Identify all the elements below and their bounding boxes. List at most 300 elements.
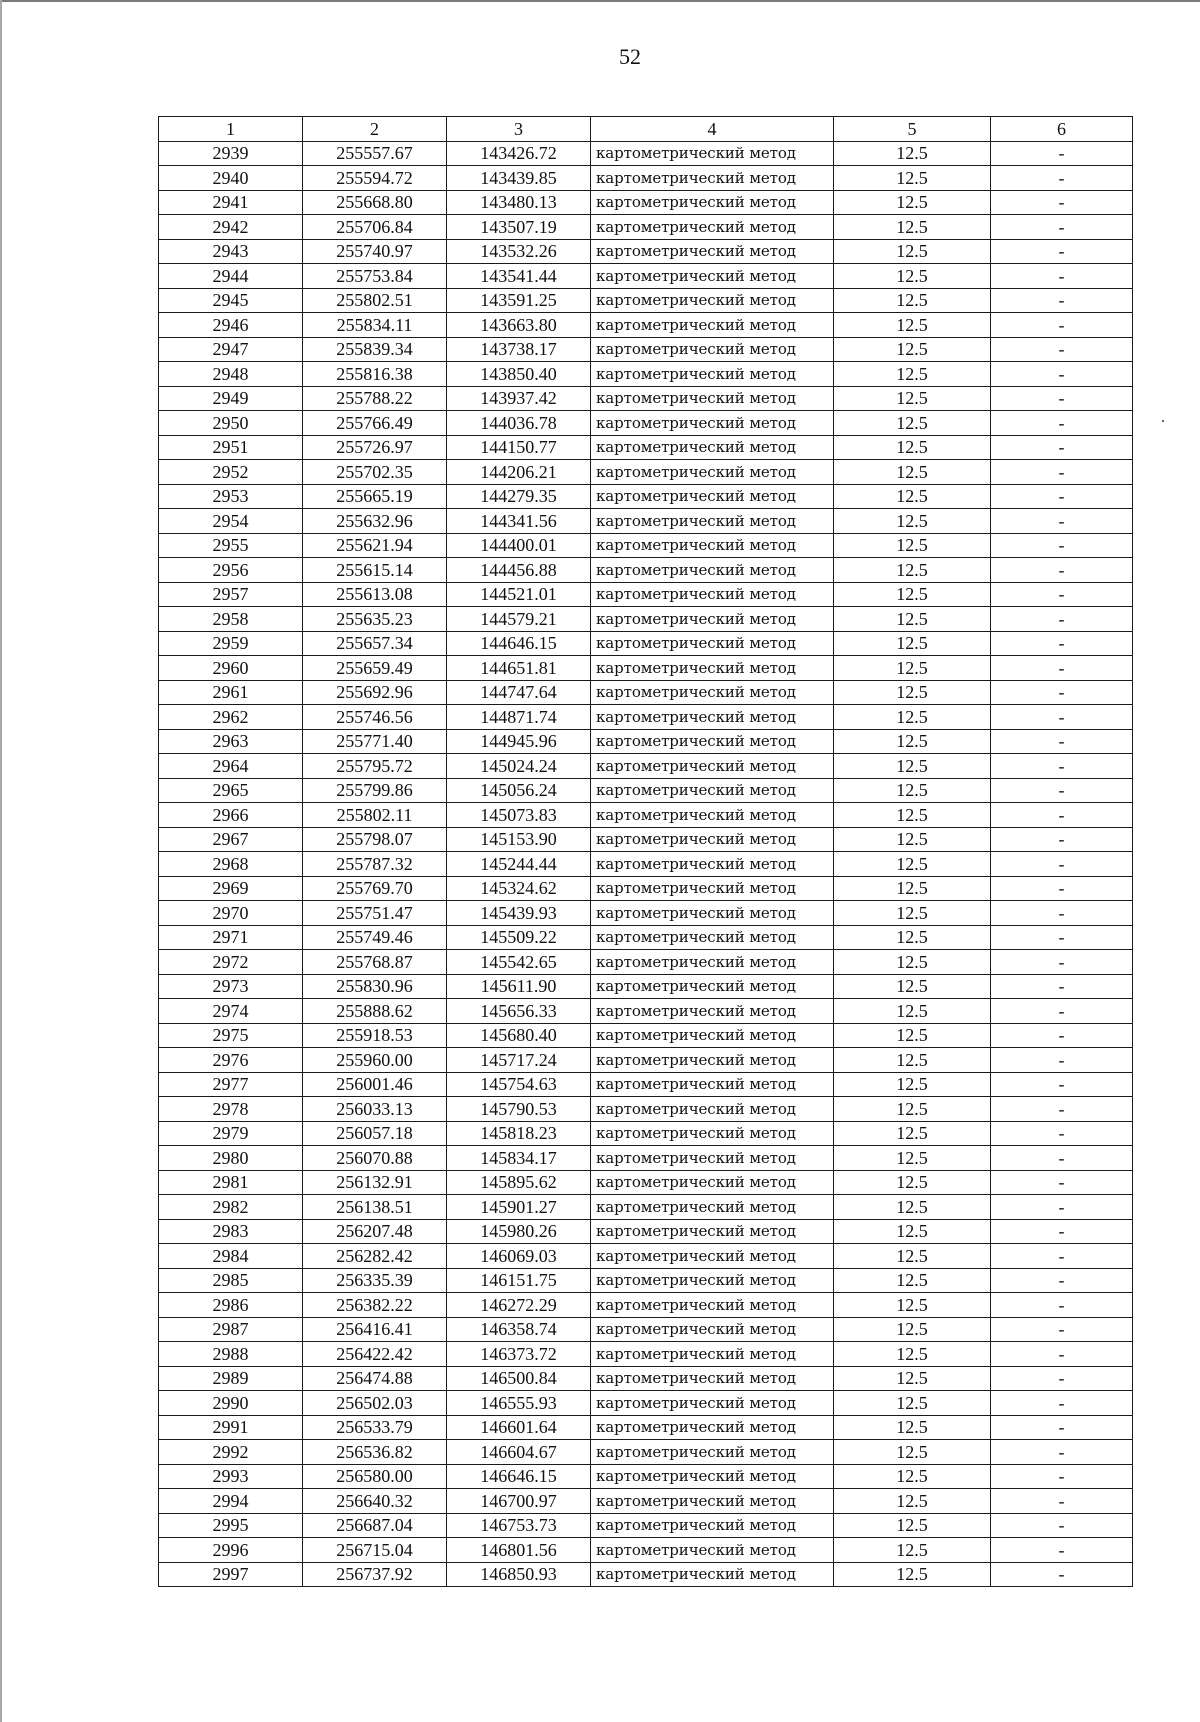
- table-cell-col-6: -: [991, 876, 1133, 901]
- table-cell-col-3: 146646.15: [447, 1464, 591, 1489]
- table-cell-col-2: 255834.11: [303, 313, 447, 338]
- table-cell-col-6: -: [991, 582, 1133, 607]
- table-cell-col-3: 146272.29: [447, 1293, 591, 1318]
- table-cell-col-3: 145024.24: [447, 754, 591, 779]
- table-cell-col-5: 12.5: [834, 950, 991, 975]
- table-cell-col-5: 12.5: [834, 533, 991, 558]
- table-cell-col-2: 256132.91: [303, 1170, 447, 1195]
- table-cell-col-4: картометрический метод: [591, 484, 834, 509]
- table-cell-col-5: 12.5: [834, 411, 991, 436]
- table-cell-col-6: -: [991, 411, 1133, 436]
- table-cell-col-6: -: [991, 1293, 1133, 1318]
- table-cell-col-5: 12.5: [834, 1293, 991, 1318]
- table-cell-col-3: 146604.67: [447, 1440, 591, 1465]
- table-cell-col-1: 2973: [159, 974, 303, 999]
- table-cell-col-2: 255635.23: [303, 607, 447, 632]
- table-cell-col-5: 12.5: [834, 166, 991, 191]
- table-cell-col-5: 12.5: [834, 705, 991, 730]
- table-cell-col-2: 255918.53: [303, 1023, 447, 1048]
- table-cell-col-3: 144150.77: [447, 435, 591, 460]
- table-cell-col-6: -: [991, 803, 1133, 828]
- table-cell-col-2: 255888.62: [303, 999, 447, 1024]
- table-cell-col-6: -: [991, 239, 1133, 264]
- page-number: 52: [619, 44, 641, 69]
- table-cell-col-1: 2993: [159, 1464, 303, 1489]
- table-cell-col-4: картометрический метод: [591, 558, 834, 583]
- table-cell-col-1: 2972: [159, 950, 303, 975]
- table-cell-col-1: 2996: [159, 1538, 303, 1563]
- table-cell-col-1: 2971: [159, 925, 303, 950]
- table-cell-col-5: 12.5: [834, 974, 991, 999]
- table-cell-col-5: 12.5: [834, 1195, 991, 1220]
- table-cell-col-1: 2959: [159, 631, 303, 656]
- table-cell-col-1: 2966: [159, 803, 303, 828]
- table-cell-col-5: 12.5: [834, 1219, 991, 1244]
- table-row: [159, 141, 1133, 166]
- table-cell-col-4: картометрический метод: [591, 1317, 834, 1342]
- scan-edge-left: [0, 0, 2, 1722]
- table-cell-col-3: 143426.72: [447, 141, 591, 166]
- table-cell-col-3: 143738.17: [447, 337, 591, 362]
- table-row: [159, 411, 1133, 436]
- table-cell-col-4: картометрический метод: [591, 460, 834, 485]
- table-cell-col-2: 255594.72: [303, 166, 447, 191]
- table-cell-col-3: 144945.96: [447, 729, 591, 754]
- table-cell-col-4: картометрический метод: [591, 901, 834, 926]
- table-cell-col-4: картометрический метод: [591, 141, 834, 166]
- table-row: [159, 705, 1133, 730]
- table-cell-col-1: 2976: [159, 1048, 303, 1073]
- table-cell-col-1: 2944: [159, 264, 303, 289]
- table-cell-col-6: -: [991, 435, 1133, 460]
- table-row: [159, 1489, 1133, 1514]
- table-cell-col-3: 146700.97: [447, 1489, 591, 1514]
- table-cell-col-2: 255659.49: [303, 656, 447, 681]
- table-cell-col-2: 256033.13: [303, 1097, 447, 1122]
- table-row: [159, 239, 1133, 264]
- table-cell-col-4: картометрический метод: [591, 1121, 834, 1146]
- table-cell-col-2: 255766.49: [303, 411, 447, 436]
- table-cell-col-1: 2977: [159, 1072, 303, 1097]
- table-cell-col-6: -: [991, 778, 1133, 803]
- table-cell-col-6: -: [991, 1244, 1133, 1269]
- table-row: [159, 1219, 1133, 1244]
- table-row: [159, 852, 1133, 877]
- table-cell-col-3: 144747.64: [447, 680, 591, 705]
- table-cell-col-6: -: [991, 460, 1133, 485]
- table-body: [159, 141, 1133, 1587]
- table-row: [159, 1195, 1133, 1220]
- table-cell-col-3: 145439.93: [447, 901, 591, 926]
- table-cell-col-2: 256001.46: [303, 1072, 447, 1097]
- table-cell-col-6: -: [991, 337, 1133, 362]
- table-cell-col-3: 143937.42: [447, 386, 591, 411]
- table-cell-col-6: -: [991, 484, 1133, 509]
- table-cell-col-4: картометрический метод: [591, 680, 834, 705]
- table-row: [159, 1048, 1133, 1073]
- table-cell-col-5: 12.5: [834, 288, 991, 313]
- table-row: [159, 1317, 1133, 1342]
- table-cell-col-5: 12.5: [834, 313, 991, 338]
- table-cell-col-1: 2969: [159, 876, 303, 901]
- table-cell-col-2: 255816.38: [303, 362, 447, 387]
- table-cell-col-5: 12.5: [834, 484, 991, 509]
- table-cell-col-4: картометрический метод: [591, 288, 834, 313]
- table-cell-col-2: 256474.88: [303, 1366, 447, 1391]
- table-cell-col-3: 143480.13: [447, 190, 591, 215]
- table-row: [159, 1170, 1133, 1195]
- table-cell-col-5: 12.5: [834, 558, 991, 583]
- table-cell-col-3: 146850.93: [447, 1562, 591, 1587]
- table-cell-col-4: картометрический метод: [591, 509, 834, 534]
- table-cell-col-5: 12.5: [834, 631, 991, 656]
- table-cell-col-3: 145834.17: [447, 1146, 591, 1171]
- table-cell-col-4: картометрический метод: [591, 239, 834, 264]
- coordinates-table: [158, 116, 1133, 1587]
- table-row: [159, 1023, 1133, 1048]
- table-cell-col-5: 12.5: [834, 1415, 991, 1440]
- table-row: [159, 680, 1133, 705]
- table-cell-col-6: -: [991, 680, 1133, 705]
- table-cell-col-6: -: [991, 974, 1133, 999]
- table-cell-col-6: -: [991, 1440, 1133, 1465]
- table-cell-col-5: 12.5: [834, 460, 991, 485]
- table-cell-col-1: 2956: [159, 558, 303, 583]
- table-cell-col-1: 2952: [159, 460, 303, 485]
- table-cell-col-4: картометрический метод: [591, 215, 834, 240]
- table-row: [159, 1440, 1133, 1465]
- table-cell-col-2: 256335.39: [303, 1268, 447, 1293]
- table-cell-col-1: 2974: [159, 999, 303, 1024]
- table-cell-col-6: -: [991, 1342, 1133, 1367]
- table-cell-col-5: 12.5: [834, 1513, 991, 1538]
- table-cell-col-4: картометрический метод: [591, 435, 834, 460]
- table-cell-col-6: -: [991, 729, 1133, 754]
- table-cell-col-6: -: [991, 705, 1133, 730]
- table-cell-col-5: 12.5: [834, 1464, 991, 1489]
- table-cell-col-5: 12.5: [834, 778, 991, 803]
- table-cell-col-4: картометрический метод: [591, 1146, 834, 1171]
- table-cell-col-2: 255665.19: [303, 484, 447, 509]
- table-cell-col-5: 12.5: [834, 901, 991, 926]
- table-cell-col-6: -: [991, 215, 1133, 240]
- table-cell-col-2: 255768.87: [303, 950, 447, 975]
- table-cell-col-2: 255788.22: [303, 386, 447, 411]
- table-cell-col-2: 256737.92: [303, 1562, 447, 1587]
- table-row: [159, 1342, 1133, 1367]
- column-header-1: 1: [159, 117, 303, 142]
- table-cell-col-5: 12.5: [834, 509, 991, 534]
- table-header: [159, 117, 1133, 142]
- table-cell-col-6: -: [991, 1464, 1133, 1489]
- table-row: [159, 509, 1133, 534]
- table-cell-col-2: 255802.51: [303, 288, 447, 313]
- table-cell-col-5: 12.5: [834, 656, 991, 681]
- table-cell-col-1: 2968: [159, 852, 303, 877]
- table-cell-col-1: 2939: [159, 141, 303, 166]
- table-cell-col-2: 256070.88: [303, 1146, 447, 1171]
- table-cell-col-3: 145754.63: [447, 1072, 591, 1097]
- table-row: [159, 215, 1133, 240]
- table-cell-col-3: 143439.85: [447, 166, 591, 191]
- table-cell-col-2: 255657.34: [303, 631, 447, 656]
- table-cell-col-4: картометрический метод: [591, 1489, 834, 1514]
- table-cell-col-1: 2955: [159, 533, 303, 558]
- table-cell-col-4: картометрический метод: [591, 1415, 834, 1440]
- table-cell-col-6: -: [991, 1072, 1133, 1097]
- table-row: [159, 1464, 1133, 1489]
- table-cell-col-5: 12.5: [834, 754, 991, 779]
- table-cell-col-6: -: [991, 631, 1133, 656]
- table-row: [159, 1244, 1133, 1269]
- table-cell-col-2: 256687.04: [303, 1513, 447, 1538]
- table-cell-col-4: картометрический метод: [591, 729, 834, 754]
- table-cell-col-5: 12.5: [834, 729, 991, 754]
- table-cell-col-3: 145153.90: [447, 827, 591, 852]
- table-cell-col-5: 12.5: [834, 362, 991, 387]
- table-cell-col-3: 144400.01: [447, 533, 591, 558]
- table-cell-col-1: 2943: [159, 239, 303, 264]
- table-cell-col-2: 255787.32: [303, 852, 447, 877]
- table-cell-col-6: -: [991, 754, 1133, 779]
- table-cell-col-5: 12.5: [834, 1072, 991, 1097]
- column-header-2: 2: [303, 117, 447, 142]
- table-cell-col-2: 255795.72: [303, 754, 447, 779]
- table-cell-col-2: 255706.84: [303, 215, 447, 240]
- table-cell-col-1: 2945: [159, 288, 303, 313]
- table-cell-col-1: 2942: [159, 215, 303, 240]
- table-cell-col-3: 146373.72: [447, 1342, 591, 1367]
- table-cell-col-2: 255746.56: [303, 705, 447, 730]
- table-cell-col-4: картометрический метод: [591, 1464, 834, 1489]
- table-cell-col-4: картометрический метод: [591, 1293, 834, 1318]
- table-cell-col-6: -: [991, 190, 1133, 215]
- table-cell-col-1: 2951: [159, 435, 303, 460]
- table-cell-col-6: -: [991, 1317, 1133, 1342]
- table-cell-col-2: 255749.46: [303, 925, 447, 950]
- table-cell-col-6: -: [991, 558, 1133, 583]
- table-cell-col-4: картометрический метод: [591, 827, 834, 852]
- table-cell-col-2: 256422.42: [303, 1342, 447, 1367]
- table-cell-col-6: -: [991, 509, 1133, 534]
- table-cell-col-5: 12.5: [834, 141, 991, 166]
- table-cell-col-5: 12.5: [834, 1342, 991, 1367]
- table-row: [159, 974, 1133, 999]
- table-cell-col-3: 143507.19: [447, 215, 591, 240]
- table-cell-col-4: картометрический метод: [591, 1195, 834, 1220]
- table-cell-col-1: 2960: [159, 656, 303, 681]
- table-row: [159, 533, 1133, 558]
- table-cell-col-2: 255740.97: [303, 239, 447, 264]
- table-cell-col-3: 144579.21: [447, 607, 591, 632]
- table-cell-col-1: 2957: [159, 582, 303, 607]
- table-cell-col-2: 255692.96: [303, 680, 447, 705]
- table-cell-col-4: картометрический метод: [591, 705, 834, 730]
- table-cell-col-6: -: [991, 901, 1133, 926]
- table-cell-col-3: 145717.24: [447, 1048, 591, 1073]
- table-cell-col-4: картометрический метод: [591, 1023, 834, 1048]
- table-cell-col-6: -: [991, 141, 1133, 166]
- table-row: [159, 656, 1133, 681]
- table-cell-col-5: 12.5: [834, 1440, 991, 1465]
- table-cell-col-5: 12.5: [834, 1317, 991, 1342]
- table-cell-col-1: 2980: [159, 1146, 303, 1171]
- table-cell-col-1: 2947: [159, 337, 303, 362]
- table-row: [159, 1366, 1133, 1391]
- table-cell-col-4: картометрический метод: [591, 1342, 834, 1367]
- table-cell-col-5: 12.5: [834, 925, 991, 950]
- table-cell-col-4: картометрический метод: [591, 1513, 834, 1538]
- table-cell-col-4: картометрический метод: [591, 778, 834, 803]
- table-cell-col-6: -: [991, 533, 1133, 558]
- table-cell-col-6: -: [991, 1219, 1133, 1244]
- table-cell-col-2: 256282.42: [303, 1244, 447, 1269]
- table-cell-col-3: 145818.23: [447, 1121, 591, 1146]
- table-cell-col-2: 256533.79: [303, 1415, 447, 1440]
- table-row: [159, 1415, 1133, 1440]
- table-cell-col-4: картометрический метод: [591, 754, 834, 779]
- table-row: [159, 386, 1133, 411]
- table-cell-col-3: 145895.62: [447, 1170, 591, 1195]
- table-cell-col-2: 255798.07: [303, 827, 447, 852]
- table-cell-col-6: -: [991, 1170, 1133, 1195]
- table-cell-col-3: 146801.56: [447, 1538, 591, 1563]
- table-cell-col-4: картометрический метод: [591, 337, 834, 362]
- table-cell-col-4: картометрический метод: [591, 876, 834, 901]
- table-cell-col-1: 2963: [159, 729, 303, 754]
- table-cell-col-3: 145509.22: [447, 925, 591, 950]
- table-cell-col-1: 2958: [159, 607, 303, 632]
- table-cell-col-6: -: [991, 852, 1133, 877]
- table-cell-col-1: 2997: [159, 1562, 303, 1587]
- table-cell-col-3: 145542.65: [447, 950, 591, 975]
- table-cell-col-5: 12.5: [834, 1048, 991, 1073]
- table-cell-col-2: 256057.18: [303, 1121, 447, 1146]
- table-cell-col-2: 256536.82: [303, 1440, 447, 1465]
- table-cell-col-2: 256382.22: [303, 1293, 447, 1318]
- table-cell-col-6: -: [991, 1538, 1133, 1563]
- table-cell-col-4: картометрический метод: [591, 1268, 834, 1293]
- table-cell-col-1: 2984: [159, 1244, 303, 1269]
- table-row: [159, 337, 1133, 362]
- table-cell-col-3: 145680.40: [447, 1023, 591, 1048]
- table-cell-col-4: картометрический метод: [591, 411, 834, 436]
- table-row: [159, 1146, 1133, 1171]
- table-cell-col-6: -: [991, 1415, 1133, 1440]
- table-cell-col-3: 146358.74: [447, 1317, 591, 1342]
- table-cell-col-1: 2981: [159, 1170, 303, 1195]
- table-cell-col-1: 2941: [159, 190, 303, 215]
- table-row: [159, 607, 1133, 632]
- table-cell-col-3: 145324.62: [447, 876, 591, 901]
- table-cell-col-3: 145244.44: [447, 852, 591, 877]
- table-cell-col-1: 2982: [159, 1195, 303, 1220]
- table-cell-col-4: картометрический метод: [591, 950, 834, 975]
- table-cell-col-1: 2967: [159, 827, 303, 852]
- table-cell-col-6: -: [991, 950, 1133, 975]
- table-cell-col-1: 2990: [159, 1391, 303, 1416]
- table-cell-col-4: картометрический метод: [591, 264, 834, 289]
- table-cell-col-6: -: [991, 1023, 1133, 1048]
- table-cell-col-1: 2995: [159, 1513, 303, 1538]
- table-cell-col-4: картометрический метод: [591, 999, 834, 1024]
- table-cell-col-3: 143850.40: [447, 362, 591, 387]
- table-row: [159, 288, 1133, 313]
- table-cell-col-1: 2948: [159, 362, 303, 387]
- table-cell-col-6: -: [991, 1391, 1133, 1416]
- table-cell-col-2: 256207.48: [303, 1219, 447, 1244]
- table-cell-col-3: 145656.33: [447, 999, 591, 1024]
- table-cell-col-3: 144279.35: [447, 484, 591, 509]
- table-cell-col-5: 12.5: [834, 1489, 991, 1514]
- table-cell-col-6: -: [991, 1048, 1133, 1073]
- table-cell-col-6: -: [991, 1562, 1133, 1587]
- table-cell-col-4: картометрический метод: [591, 1562, 834, 1587]
- table-cell-col-3: 143532.26: [447, 239, 591, 264]
- table-cell-col-3: 144871.74: [447, 705, 591, 730]
- table-cell-col-3: 146753.73: [447, 1513, 591, 1538]
- table-row: [159, 484, 1133, 509]
- scan-edge-top: [0, 0, 1200, 2]
- table-cell-col-6: -: [991, 607, 1133, 632]
- table-cell-col-3: 145901.27: [447, 1195, 591, 1220]
- table-cell-col-4: картометрический метод: [591, 1097, 834, 1122]
- table-cell-col-4: картометрический метод: [591, 974, 834, 999]
- table-cell-col-1: 2975: [159, 1023, 303, 1048]
- table-cell-col-3: 145790.53: [447, 1097, 591, 1122]
- table-cell-col-5: 12.5: [834, 607, 991, 632]
- table-row: [159, 362, 1133, 387]
- table-cell-col-4: картометрический метод: [591, 1072, 834, 1097]
- table-cell-col-2: 256715.04: [303, 1538, 447, 1563]
- table-cell-col-3: 145073.83: [447, 803, 591, 828]
- table-cell-col-3: 146151.75: [447, 1268, 591, 1293]
- table-cell-col-1: 2962: [159, 705, 303, 730]
- column-header-3: 3: [447, 117, 591, 142]
- table-cell-col-5: 12.5: [834, 827, 991, 852]
- table-cell-col-2: 255621.94: [303, 533, 447, 558]
- table-cell-col-3: 144036.78: [447, 411, 591, 436]
- table-cell-col-5: 12.5: [834, 1146, 991, 1171]
- table-cell-col-6: -: [991, 1146, 1133, 1171]
- table-cell-col-1: 2992: [159, 1440, 303, 1465]
- table-cell-col-4: картометрический метод: [591, 1538, 834, 1563]
- table-cell-col-6: -: [991, 1489, 1133, 1514]
- table-cell-col-1: 2994: [159, 1489, 303, 1514]
- table-cell-col-5: 12.5: [834, 1170, 991, 1195]
- table-cell-col-6: -: [991, 1513, 1133, 1538]
- table-cell-col-6: -: [991, 656, 1133, 681]
- table-cell-col-2: 255613.08: [303, 582, 447, 607]
- table-cell-col-1: 2991: [159, 1415, 303, 1440]
- table-cell-col-1: 2964: [159, 754, 303, 779]
- table-row: [159, 1538, 1133, 1563]
- table-cell-col-3: 144521.01: [447, 582, 591, 607]
- table-cell-col-4: картометрический метод: [591, 1391, 834, 1416]
- table-row: [159, 1268, 1133, 1293]
- table-cell-col-3: 143541.44: [447, 264, 591, 289]
- table-cell-col-2: 255726.97: [303, 435, 447, 460]
- table-cell-col-3: 146555.93: [447, 1391, 591, 1416]
- table-row: [159, 582, 1133, 607]
- table-cell-col-2: 256580.00: [303, 1464, 447, 1489]
- table-row: [159, 876, 1133, 901]
- table-cell-col-1: 2940: [159, 166, 303, 191]
- table-cell-col-1: 2970: [159, 901, 303, 926]
- table-cell-col-2: 255632.96: [303, 509, 447, 534]
- table-cell-col-1: 2978: [159, 1097, 303, 1122]
- table-cell-col-1: 2953: [159, 484, 303, 509]
